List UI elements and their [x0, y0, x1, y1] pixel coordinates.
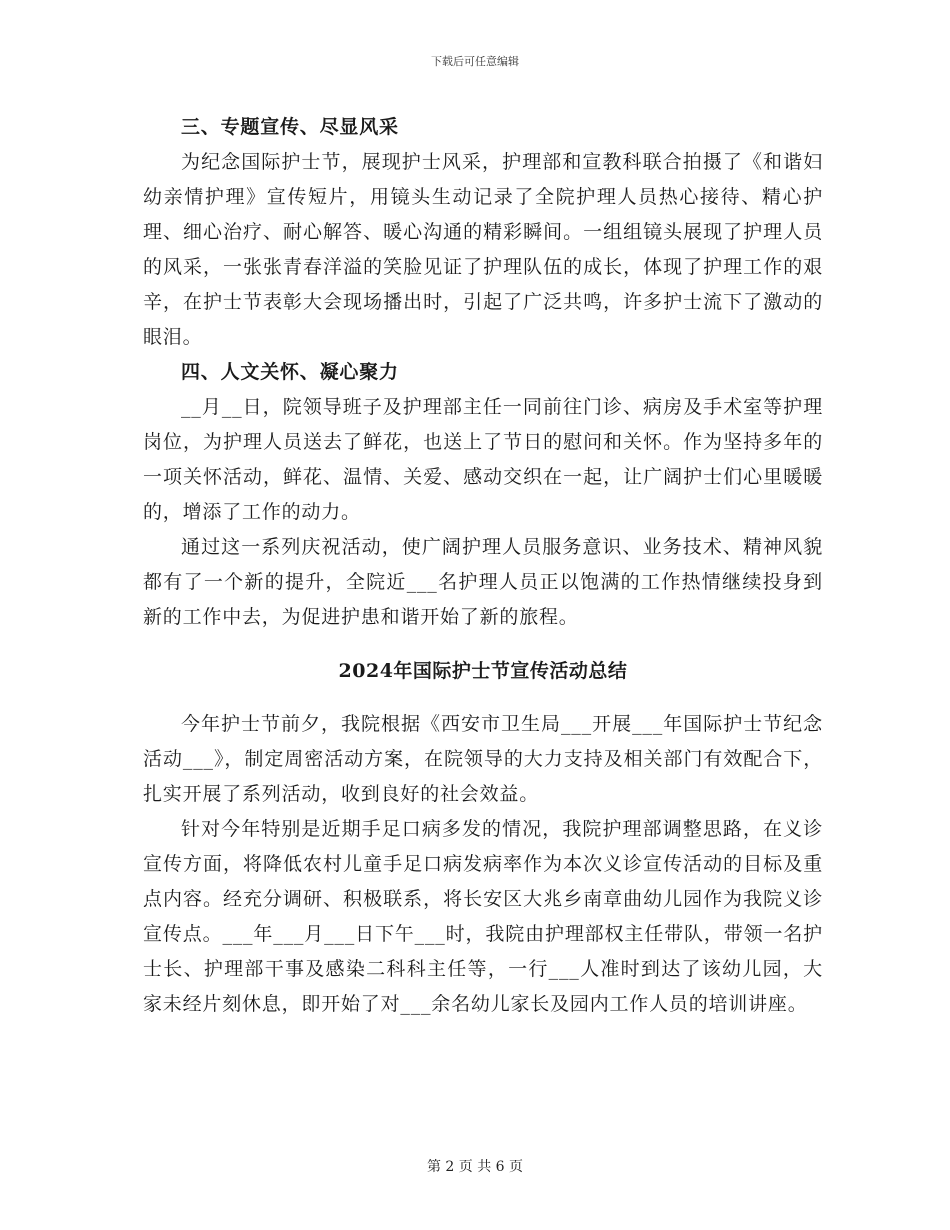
- paragraph: 今年护士节前夕，我院根据《西安市卫生局___开展___年国际护士节纪念活动___》，制定周密活动方案，在院领导的大力支持及相关部门有效配合下，扎实开展了系列活动，收到良好的社会效益。: [143, 713, 823, 805]
- paragraph: 为纪念国际护士节，展现护士风采，护理部和宣教科联合拍摄了《和谐妇幼亲情护理》宣传短片，用镜头生动记录了全院护理人员热心接待、精心护理、细心治疗、耐心解答、暖心沟通的精彩瞬间。一组组镜头展现了护理人员的风采，一张张青春洋溢的笑脸见证了护理队伍的成长，体现了护理工作的艰辛，在护士节表彰大会现场播出时，引起了广泛共鸣，许多护士流下了激动的眼泪。: [143, 151, 823, 348]
- section-heading-3: 三、专题宣传、尽显风采: [181, 116, 399, 138]
- document-body: [143, 110, 823, 1022]
- page-number: 第 2 页 共 6 页: [426, 1159, 524, 1175]
- paragraph: 通过这一系列庆祝活动，使广阔护理人员服务意识、业务技术、精神风貌都有了一个新的提升，全院近___名护理人员正以饱满的工作热情继续投身到新的工作中去，为促进护患和谐开始了新的旅程。: [143, 536, 823, 628]
- paragraph: 针对今年特别是近期手足口病多发的情况，我院护理部调整思路，在义诊宣传方面，将降低农村儿童手足口病发病率作为本次义诊宣传活动的目标及重点内容。经充分调研、积极联系，将长安区大兆乡南章曲幼儿园作为我院义诊宣传点。___年___月___日下午___时，我院由护理部权主任带队，带领一名护士长、护理部干事及感染二科科主任等，一行___人准时到达了该幼儿园，大家未经片刻休息，即开始了对___余名幼儿家长及园内工作人员的培训讲座。: [143, 818, 823, 1015]
- page-header: 下载后可任意编辑: [431, 55, 519, 68]
- document-title: 2024年国际护士节宣传活动总结: [338, 660, 628, 682]
- paragraph: __月__日，院领导班子及护理部主任一同前往门诊、病房及手术室等护理岗位，为护理人员送去了鲜花，也送上了节日的慰问和关怀。作为坚持多年的一项关怀活动，鲜花、温情、关爱、感动交织在一起，让广阔护士们心里暖暖的，增添了工作的动力。: [143, 396, 823, 523]
- section-heading-4: 四、人文关怀、凝心聚力: [181, 361, 399, 383]
